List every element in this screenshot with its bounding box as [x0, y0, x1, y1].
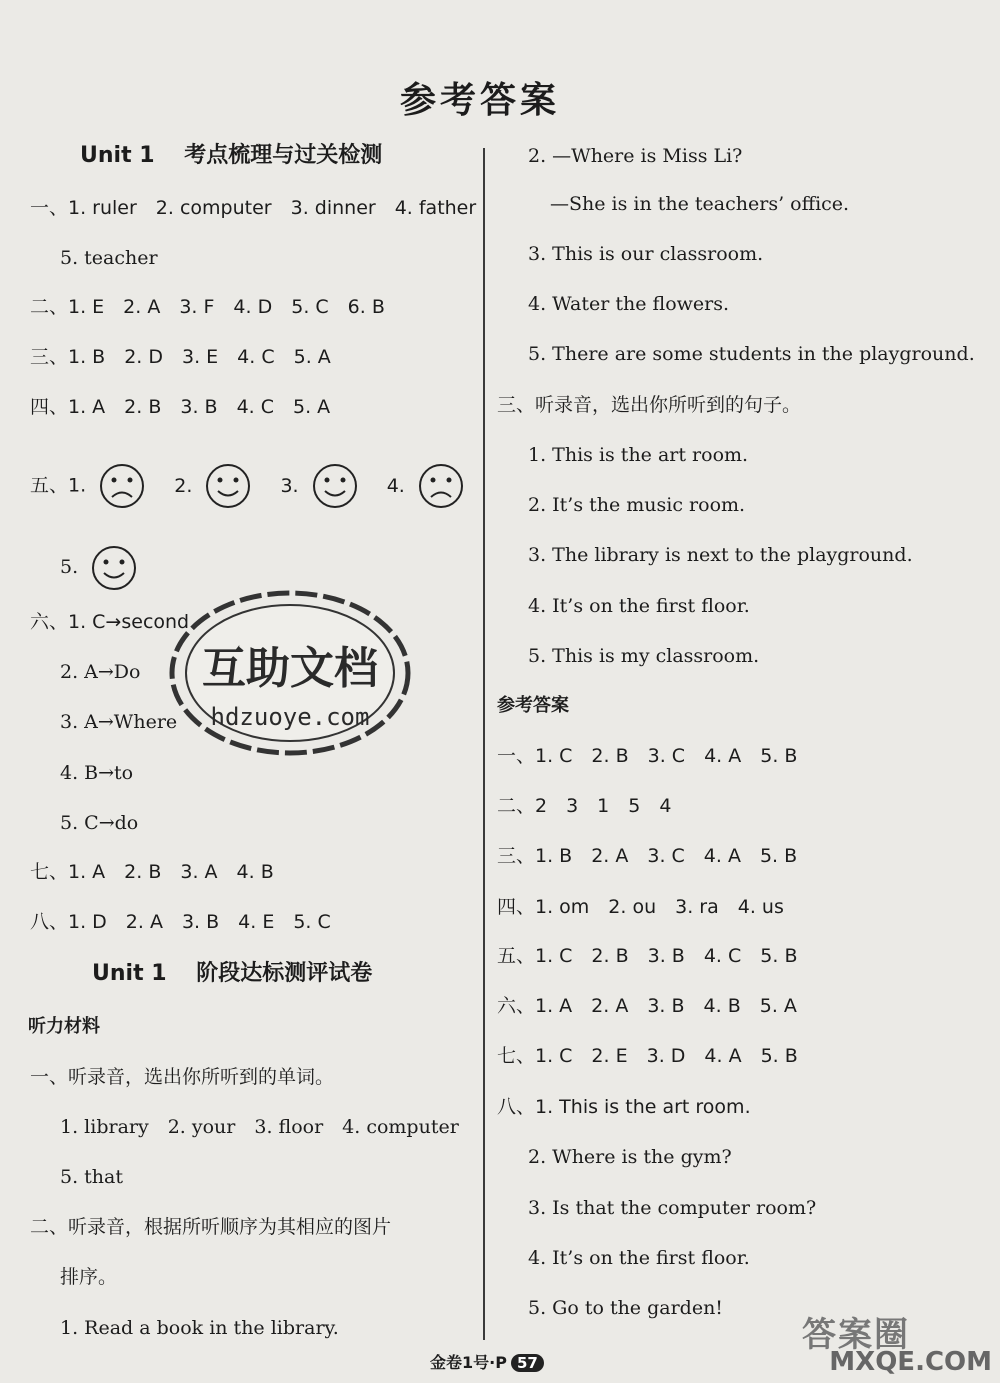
mxqe-watermark — [802, 1307, 992, 1377]
right-line-5: 5. There are some students in the playground. — [528, 343, 975, 365]
happy-face-icon — [90, 544, 138, 592]
sad-face-icon — [417, 462, 465, 510]
sad-face-icon — [98, 462, 146, 510]
section-5-item-5-label: 5. — [60, 556, 79, 578]
hdzuoye-stamp-logo — [165, 585, 415, 760]
section-3-answers: 三、1. B 2. D 3. E 4. C 5. A — [30, 346, 331, 368]
section-5-answers-cont — [60, 544, 138, 592]
right-line-8: 2. It’s the music room. — [528, 494, 746, 516]
page-number: 57 — [511, 1354, 544, 1372]
listening-part-2-instruction-cont: 排序。 — [60, 1266, 118, 1288]
key-section-3: 三、1. B 2. A 3. C 4. A 5. B — [497, 845, 798, 867]
section-5-item-2-label: 2. — [174, 474, 193, 497]
page-footer — [430, 1350, 544, 1373]
section-5-item-4-label: 4. — [386, 474, 405, 497]
right-line-2: —She is in the teachers’ office. — [550, 193, 850, 215]
section-6-answer-4: 4. B→to — [60, 762, 134, 784]
right-line-1: 2. —Where is Miss Li? — [528, 145, 743, 167]
key-section-8-item-4: 4. It’s on the first floor. — [528, 1247, 750, 1269]
section-6-answer-1: 六、1. C→second — [30, 611, 190, 633]
answer-key-heading: 参考答案 — [497, 695, 569, 716]
footer-label: 金卷1号·P — [430, 1353, 507, 1372]
key-section-8-item-5: 5. Go to the garden! — [528, 1297, 723, 1319]
listening-part-1-words: 1. library 2. your 3. floor 4. computer — [60, 1116, 459, 1138]
section-5-answers — [30, 462, 465, 510]
right-line-4: 4. Water the flowers. — [528, 293, 730, 315]
watermark-url: MXQE.COM — [829, 1347, 992, 1377]
section-1-answers: 一、1. ruler 2. computer 3. dinner 4. father — [30, 197, 477, 219]
section-5-item-1-label: 五、1. — [30, 474, 87, 497]
section-2-answers: 二、1. E 2. A 3. F 4. D 5. C 6. B — [30, 296, 385, 318]
right-line-9: 3. The library is next to the playground. — [528, 544, 913, 566]
unit1-review-heading: Unit 1 考点梳理与过关检测 — [80, 143, 383, 168]
key-section-7: 七、1. C 2. E 3. D 4. A 5. B — [497, 1045, 798, 1067]
happy-face-icon — [204, 462, 252, 510]
right-line-3: 3. This is our classroom. — [528, 243, 764, 265]
section-6-answer-3: 3. A→Where — [60, 711, 178, 733]
stamp-url-text: hdzuoye.com — [210, 703, 370, 731]
listening-part-3-instruction: 三、听录音，选出你所听到的句子。 — [497, 394, 802, 416]
section-5-item-3-label: 3. — [280, 474, 299, 497]
column-divider — [483, 148, 485, 1340]
unit1-test-heading: Unit 1 阶段达标测评试卷 — [92, 961, 373, 986]
stamp-cn-text: 互助文档 — [202, 643, 378, 694]
key-section-6: 六、1. A 2. A 3. B 4. B 5. A — [497, 995, 797, 1017]
section-6-answer-2: 2. A→Do — [60, 661, 141, 683]
listening-part-2-item-1: 1. Read a book in the library. — [60, 1317, 339, 1339]
section-4-answers: 四、1. A 2. B 3. B 4. C 5. A — [30, 396, 331, 418]
key-section-8-item-2: 2. Where is the gym? — [528, 1146, 732, 1168]
listening-part-1-words-cont: 5. that — [60, 1166, 124, 1188]
section-1-answers-cont: 5. teacher — [60, 247, 158, 269]
listening-part-1-instruction: 一、听录音，选出你所听到的单词。 — [30, 1066, 335, 1088]
section-6-answer-5: 5. C→do — [60, 812, 139, 834]
section-8-answers: 八、1. D 2. A 3. B 4. E 5. C — [30, 911, 331, 933]
happy-face-icon — [311, 462, 359, 510]
key-section-4: 四、1. om 2. ou 3. ra 4. us — [497, 896, 784, 918]
key-section-2: 二、2 3 1 5 4 — [497, 795, 672, 817]
right-line-11: 5. This is my classroom. — [528, 645, 760, 667]
right-line-7: 1. This is the art room. — [528, 444, 749, 466]
key-section-8: 八、1. This is the art room. — [497, 1096, 751, 1118]
listening-material-heading: 听力材料 — [28, 1016, 100, 1037]
right-line-10: 4. It’s on the first floor. — [528, 595, 750, 617]
listening-part-2-instruction: 二、听录音，根据所听顺序为其相应的图片 — [30, 1216, 392, 1238]
key-section-8-item-3: 3. Is that the computer room? — [528, 1197, 817, 1219]
key-section-5: 五、1. C 2. B 3. B 4. C 5. B — [497, 945, 798, 967]
key-section-1: 一、1. C 2. B 3. C 4. A 5. B — [497, 745, 798, 767]
page-title: 参考答案 — [399, 80, 560, 121]
section-7-answers: 七、1. A 2. B 3. A 4. B — [30, 861, 274, 883]
watermark-text: 答案圈 — [802, 1315, 910, 1355]
